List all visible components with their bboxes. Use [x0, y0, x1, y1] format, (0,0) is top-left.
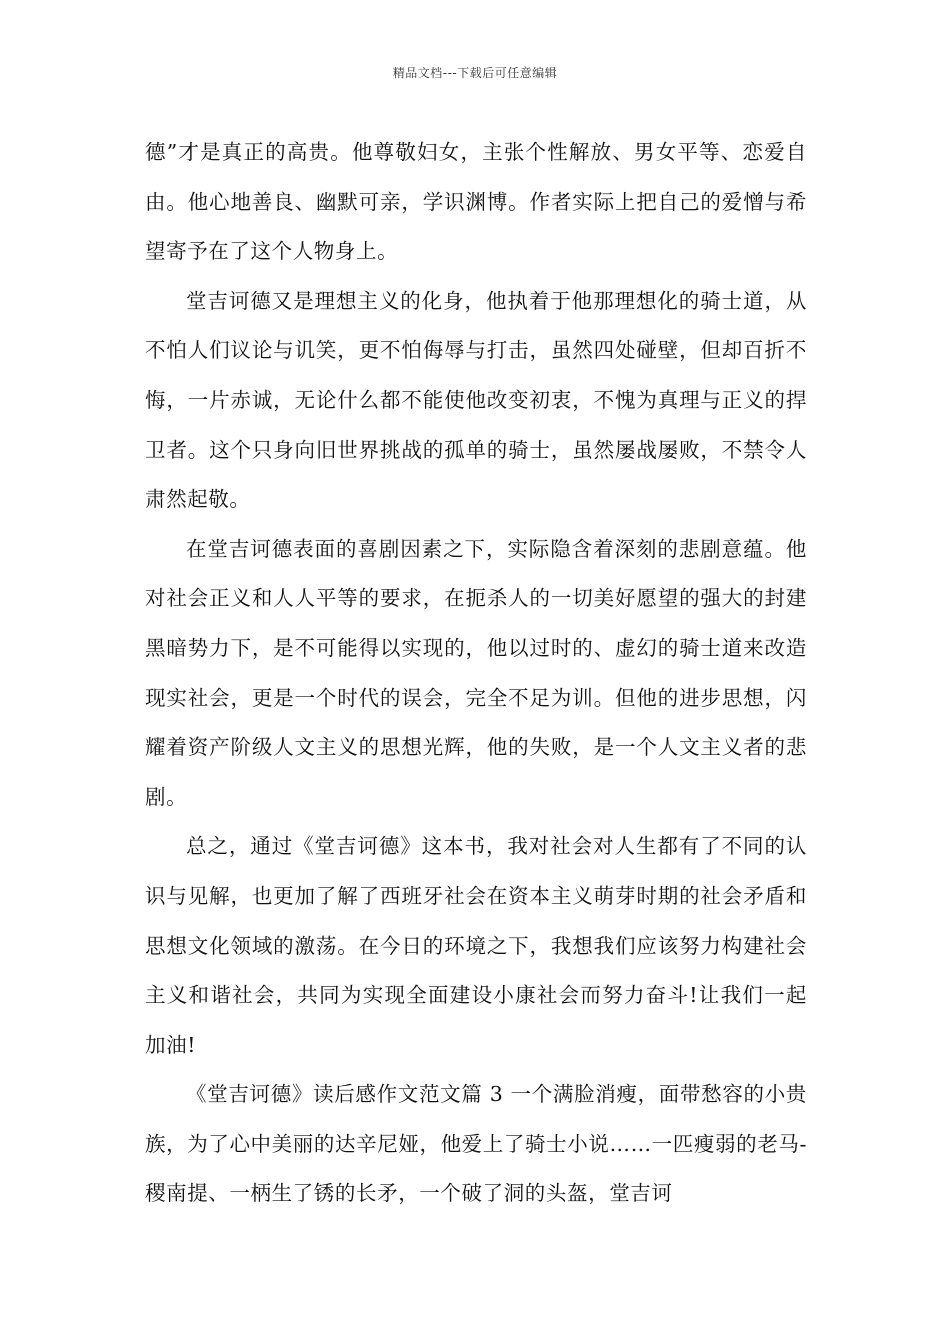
paragraph: 《堂吉诃德》读后感作文范文篇 3 一个满脸消瘦，面带愁容的小贵族，为了心中美丽的达辛尼娅，他爱上了骑士小说……一匹瘦弱的老马-稷南提、一柄生了锈的长矛，一个破了洞的头盔，堂吉诃	[145, 1082, 807, 1206]
document-body	[145, 128, 807, 1219]
paragraph: 在堂吉诃德表面的喜剧因素之下，实际隐含着深刻的悲剧意蕴。他对社会正义和人人平等的要求，在扼杀人的一切美好愿望的强大的封建黑暗势力下，是不可能得以实现的，他以过时的、虚幻的骑士道来改造现实社会，更是一个时代的误会，完全不足为训。但他的进步思想，闪耀着资产阶级人文主义的思想光辉，他的失败，是一个人文主义者的悲剧。	[145, 536, 807, 809]
paragraph: 德”才是真正的高贵。他尊敬妇女，主张个性解放、男女平等、恋爱自由。他心地善良、幽默可亲，学识渊博。作者实际上把自己的爱憎与希望寄予在了这个人物身上。	[145, 140, 807, 264]
page-header: 精品文档---下载后可任意编辑	[392, 66, 558, 80]
paragraph: 堂吉诃德又是理想主义的化身，他执着于他那理想化的骑士道，从不怕人们议论与讥笑，更不怕侮辱与打击，虽然四处碰壁，但却百折不悔，一片赤诚，无论什么都不能使他改变初衷，不愧为真理与正义的捍卫者。这个只身向旧世界挑战的孤单的骑士，虽然屡战屡败，不禁令人肃然起敬。	[145, 288, 807, 512]
paragraph: 总之，通过《堂吉诃德》这本书，我对社会对人生都有了不同的认识与见解，也更加了解了西班牙社会在资本主义萌芽时期的社会矛盾和思想文化领域的激荡。在今日的环境之下，我想我们应该努力构建社会主义和谐社会，共同为实现全面建设小康社会而努力奋斗!让我们一起加油!	[145, 834, 807, 1057]
